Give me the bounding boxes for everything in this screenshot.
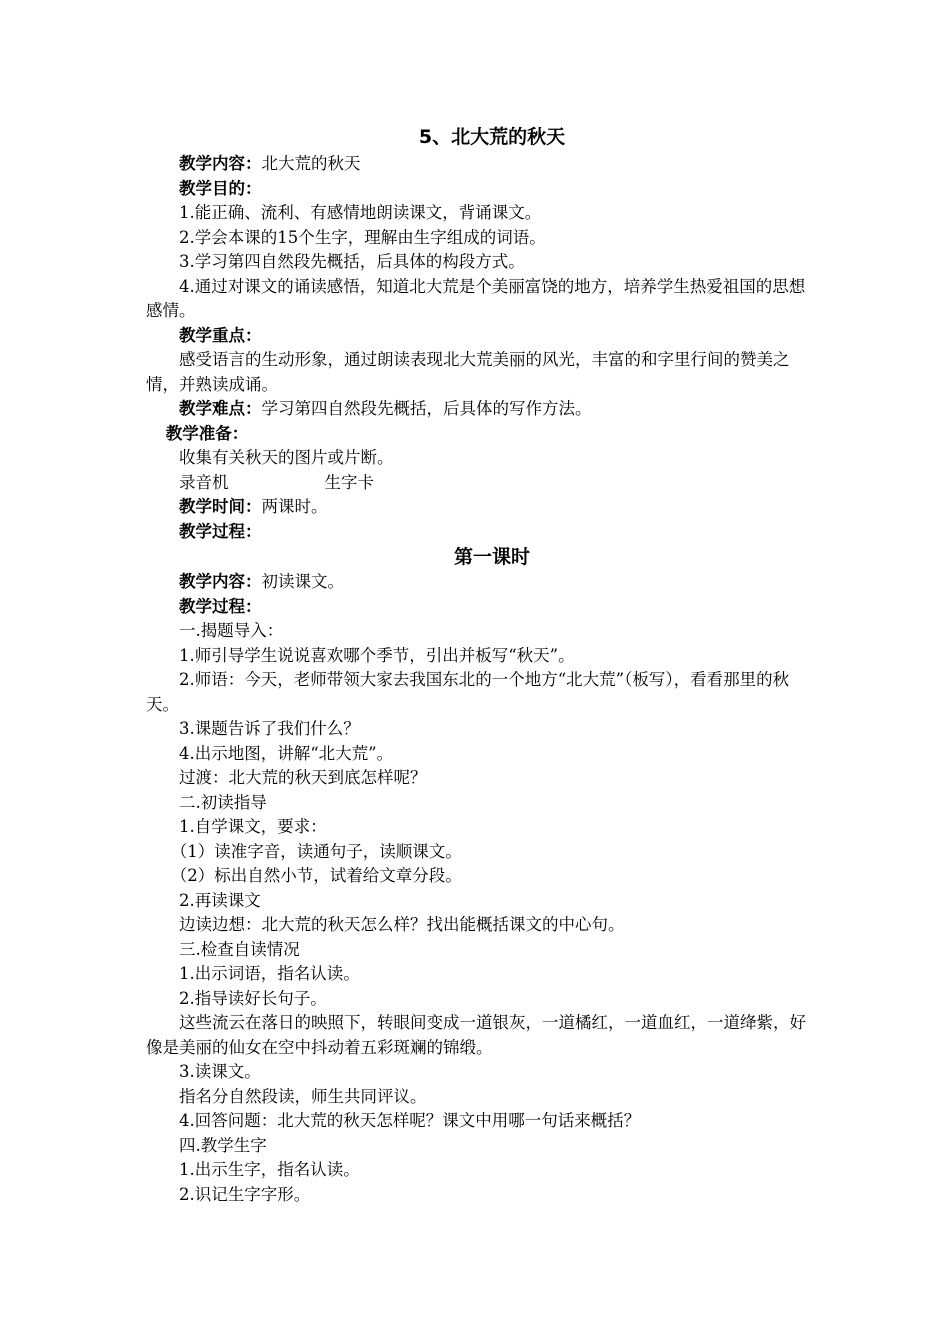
step-item: 2.师语：今天，老师带领大家去我国东北的一个地方“北大荒”（板写），看看那里的秋天。 bbox=[146, 670, 790, 714]
difficulty-label: 教学难点： bbox=[179, 399, 262, 418]
teaching-content-value: 北大荒的秋天 bbox=[261, 154, 361, 173]
lesson-plan-body bbox=[146, 122, 808, 1207]
key-point-label: 教学重点： bbox=[179, 325, 262, 345]
step-item: 2.识记生字字形。 bbox=[179, 1184, 311, 1204]
step-text: 指名分自然段读，师生共同评议。 bbox=[179, 1086, 427, 1106]
lesson-one-content-value: 初读课文。 bbox=[261, 572, 344, 591]
step-item: 1.自学课文，要求： bbox=[179, 817, 327, 836]
preparation-text: 收集有关秋天的图片或片断。 bbox=[179, 448, 394, 467]
goal-item: 2.学会本课的15个生字，理解由生字组成的词语。 bbox=[179, 227, 546, 247]
step-item: 2.指导读好长句子。 bbox=[179, 988, 327, 1008]
teaching-process-heading bbox=[146, 520, 808, 545]
lesson-one-process-label: 教学过程： bbox=[179, 596, 262, 616]
teaching-process-label: 教学过程： bbox=[179, 521, 262, 541]
step-item: 4.出示地图，讲解“北大荒”。 bbox=[179, 743, 394, 763]
step-item: 1.出示生字，指名认读。 bbox=[179, 1160, 360, 1179]
lesson-one-title: 第一课时 bbox=[453, 546, 530, 568]
step-heading: 二.初读指导 bbox=[179, 792, 267, 812]
step-item: 3.读课文。 bbox=[179, 1062, 261, 1081]
transition-text: 过渡：北大荒的秋天到底怎样呢？ bbox=[179, 768, 427, 787]
step-item: 4.回答问题：北大荒的秋天怎样呢？课文中用哪一句话来概括？ bbox=[179, 1111, 641, 1130]
teaching-time-line bbox=[146, 495, 808, 520]
teaching-goals-label: 教学目的： bbox=[179, 178, 262, 198]
teaching-time-value: 两课时。 bbox=[261, 497, 328, 516]
goal-item: 4.通过对课文的诵读感悟，知道北大荒是个美丽富饶的地方，培养学生热爱祖国的思想感情。 bbox=[146, 276, 806, 320]
document-title: 5、北大荒的秋天 bbox=[418, 126, 566, 148]
key-point-text: 感受语言的生动形象，通过朗读表现北大荒美丽的风光，丰富的和字里行间的赞美之情，并熟读成诵。 bbox=[146, 350, 790, 394]
teaching-goals-heading bbox=[146, 177, 808, 202]
step-heading: 一.揭题导入： bbox=[179, 621, 284, 640]
step-subitem: （2）标出自然小节，试着给文章分段。 bbox=[170, 866, 462, 885]
preparation-heading bbox=[146, 422, 808, 447]
teaching-time-label: 教学时间： bbox=[179, 497, 262, 516]
lesson-one-process-heading bbox=[146, 595, 808, 620]
lesson-one-content-line bbox=[146, 570, 808, 595]
step-heading: 三.检查自读情况 bbox=[179, 939, 300, 959]
preparation-items bbox=[146, 471, 808, 496]
step-item: 3.课题告诉了我们什么？ bbox=[179, 719, 360, 738]
step-item: 1.师引导学生说说喜欢哪个季节，引出并板写“秋天”。 bbox=[179, 645, 575, 665]
preparation-label: 教学准备： bbox=[165, 423, 249, 443]
lesson-one-content-label: 教学内容： bbox=[179, 572, 262, 591]
teaching-content-label: 教学内容： bbox=[179, 154, 262, 173]
difficulty-text: 学习第四自然段先概括，后具体的写作方法。 bbox=[261, 399, 592, 418]
step-heading: 四.教学生字 bbox=[179, 1135, 267, 1155]
example-sentence: 这些流云在落日的映照下，转眼间变成一道银灰，一道橘红，一道血红，一道绛紫，好像是美丽的仙女在空中抖动着五彩斑斓的锦缎。 bbox=[146, 1013, 806, 1057]
goal-item: 3.学习第四自然段先概括，后具体的构段方式。 bbox=[179, 252, 525, 271]
key-point-heading bbox=[146, 324, 808, 349]
step-subitem: （1）读准字音，读通句子，读顺课文。 bbox=[170, 841, 462, 861]
step-item: 1.出示词语，指名认读。 bbox=[179, 964, 360, 983]
preparation-item: 生字卡 bbox=[324, 472, 374, 492]
goal-item: 1.能正确、流利、有感情地朗读课文，背诵课文。 bbox=[179, 203, 542, 222]
preparation-item: 录音机 bbox=[179, 472, 229, 492]
step-text: 边读边想：北大荒的秋天怎么样？找出能概括课文的中心句。 bbox=[179, 915, 625, 934]
teaching-content-line bbox=[146, 152, 808, 177]
step-item: 2.再读课文 bbox=[179, 890, 261, 910]
difficulty-line bbox=[146, 397, 808, 422]
